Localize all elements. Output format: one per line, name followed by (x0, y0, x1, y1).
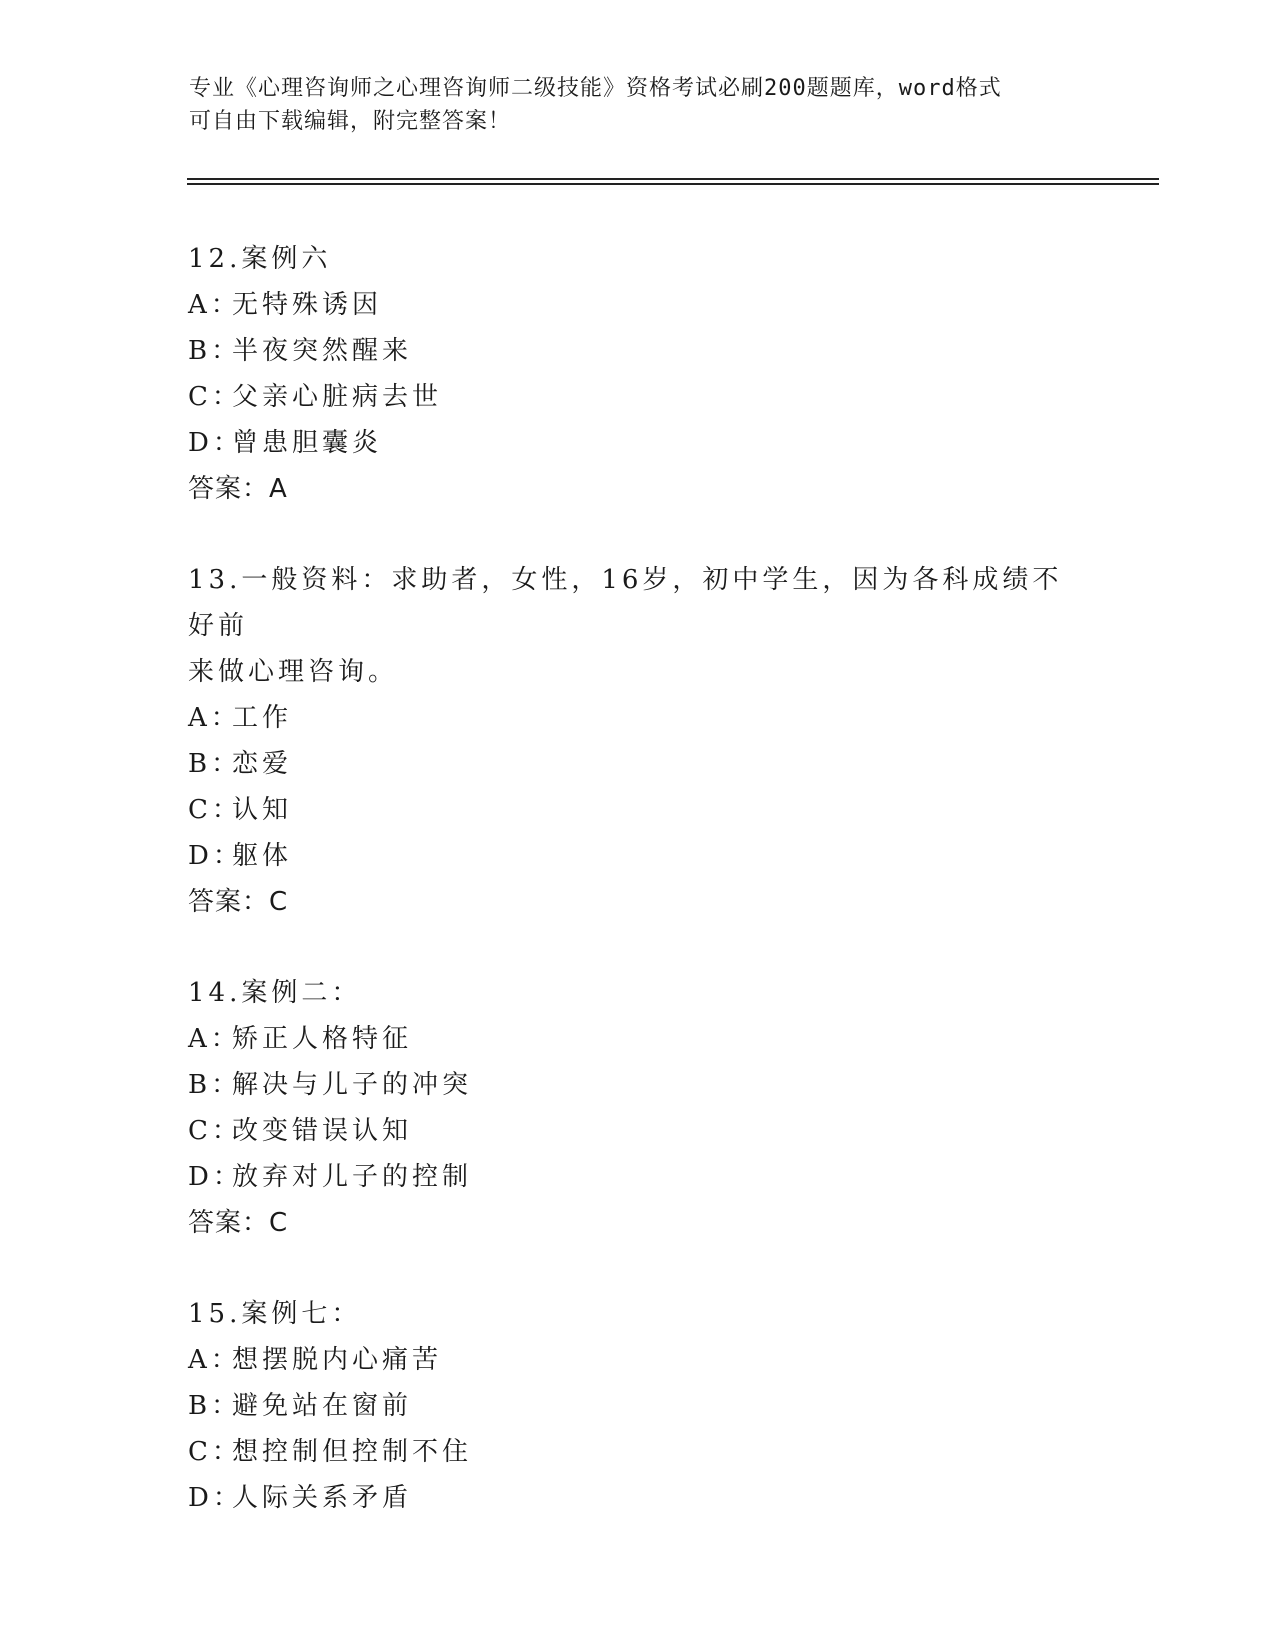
answer-line: 答案：C (188, 887, 289, 917)
question-item (188, 1291, 1088, 1521)
question-stem: 15.案例七： (188, 1299, 362, 1329)
answer-option (188, 1383, 1088, 1429)
option-text: 认知 (232, 795, 293, 825)
answer-option (188, 787, 1088, 833)
question-item (188, 236, 1088, 512)
header-line-1: 专业《心理咨询师之心理咨询师二级技能》资格考试必刷200题题库，word格式 (189, 76, 1002, 101)
answer-option (188, 282, 1088, 328)
answer-option (188, 833, 1088, 879)
option-text: 矫正人格特征 (232, 1024, 413, 1054)
answer-option (188, 1429, 1088, 1475)
option-key: D： (188, 1483, 243, 1513)
question-item (188, 970, 1088, 1246)
option-text: 解决与儿子的冲突 (232, 1070, 473, 1100)
option-text: 躯体 (232, 841, 293, 871)
option-key: D： (188, 1162, 243, 1192)
answer-option (188, 1016, 1088, 1062)
option-key: D： (188, 841, 243, 871)
answer-option (188, 1475, 1088, 1521)
header-rule-top (187, 178, 1159, 180)
option-text: 想摆脱内心痛苦 (232, 1345, 443, 1375)
option-key: B： (188, 1070, 242, 1100)
answer-option (188, 1108, 1088, 1154)
option-text: 放弃对儿子的控制 (232, 1162, 473, 1192)
answer-option (188, 1154, 1088, 1200)
document-header (189, 72, 1079, 138)
option-key: D： (188, 428, 243, 458)
question-stem: 13.一般资料：求助者，女性，16岁，初中学生，因为各科成绩不好前 (188, 565, 1063, 641)
option-key: B： (188, 749, 242, 779)
option-key: C： (188, 795, 242, 825)
header-rule-bottom (187, 183, 1159, 185)
header-line-2: 可自由下载编辑，附完整答案！ (189, 109, 512, 134)
question-stem: 14.案例二： (188, 978, 362, 1008)
option-text: 恋爱 (232, 749, 293, 779)
option-text: 曾患胆囊炎 (232, 428, 383, 458)
answer-option (188, 1337, 1088, 1383)
option-text: 父亲心脏病去世 (232, 382, 443, 412)
option-key: B： (188, 336, 242, 366)
question-item (188, 557, 1088, 925)
option-text: 半夜突然醒来 (232, 336, 413, 366)
question-list (188, 236, 1088, 1566)
question-stem: 来做心理咨询。 (188, 657, 399, 687)
option-key: C： (188, 382, 242, 412)
answer-option (188, 374, 1088, 420)
option-text: 避免站在窗前 (232, 1391, 413, 1421)
option-text: 工作 (232, 703, 293, 733)
option-text: 改变错误认知 (232, 1116, 413, 1146)
option-key: A： (188, 1024, 241, 1054)
option-key: B： (188, 1391, 242, 1421)
answer-option (188, 1062, 1088, 1108)
answer-option (188, 741, 1088, 787)
option-key: A： (188, 290, 241, 320)
answer-line: 答案：A (188, 474, 288, 504)
option-text: 想控制但控制不住 (232, 1437, 473, 1467)
option-key: A： (188, 1345, 241, 1375)
option-key: A： (188, 703, 241, 733)
answer-option (188, 328, 1088, 374)
answer-line: 答案：C (188, 1208, 289, 1238)
answer-option (188, 420, 1088, 466)
option-key: C： (188, 1116, 242, 1146)
answer-option (188, 695, 1088, 741)
option-text: 无特殊诱因 (232, 290, 383, 320)
question-stem: 12.案例六 (188, 244, 332, 274)
option-text: 人际关系矛盾 (232, 1483, 413, 1513)
option-key: C： (188, 1437, 242, 1467)
